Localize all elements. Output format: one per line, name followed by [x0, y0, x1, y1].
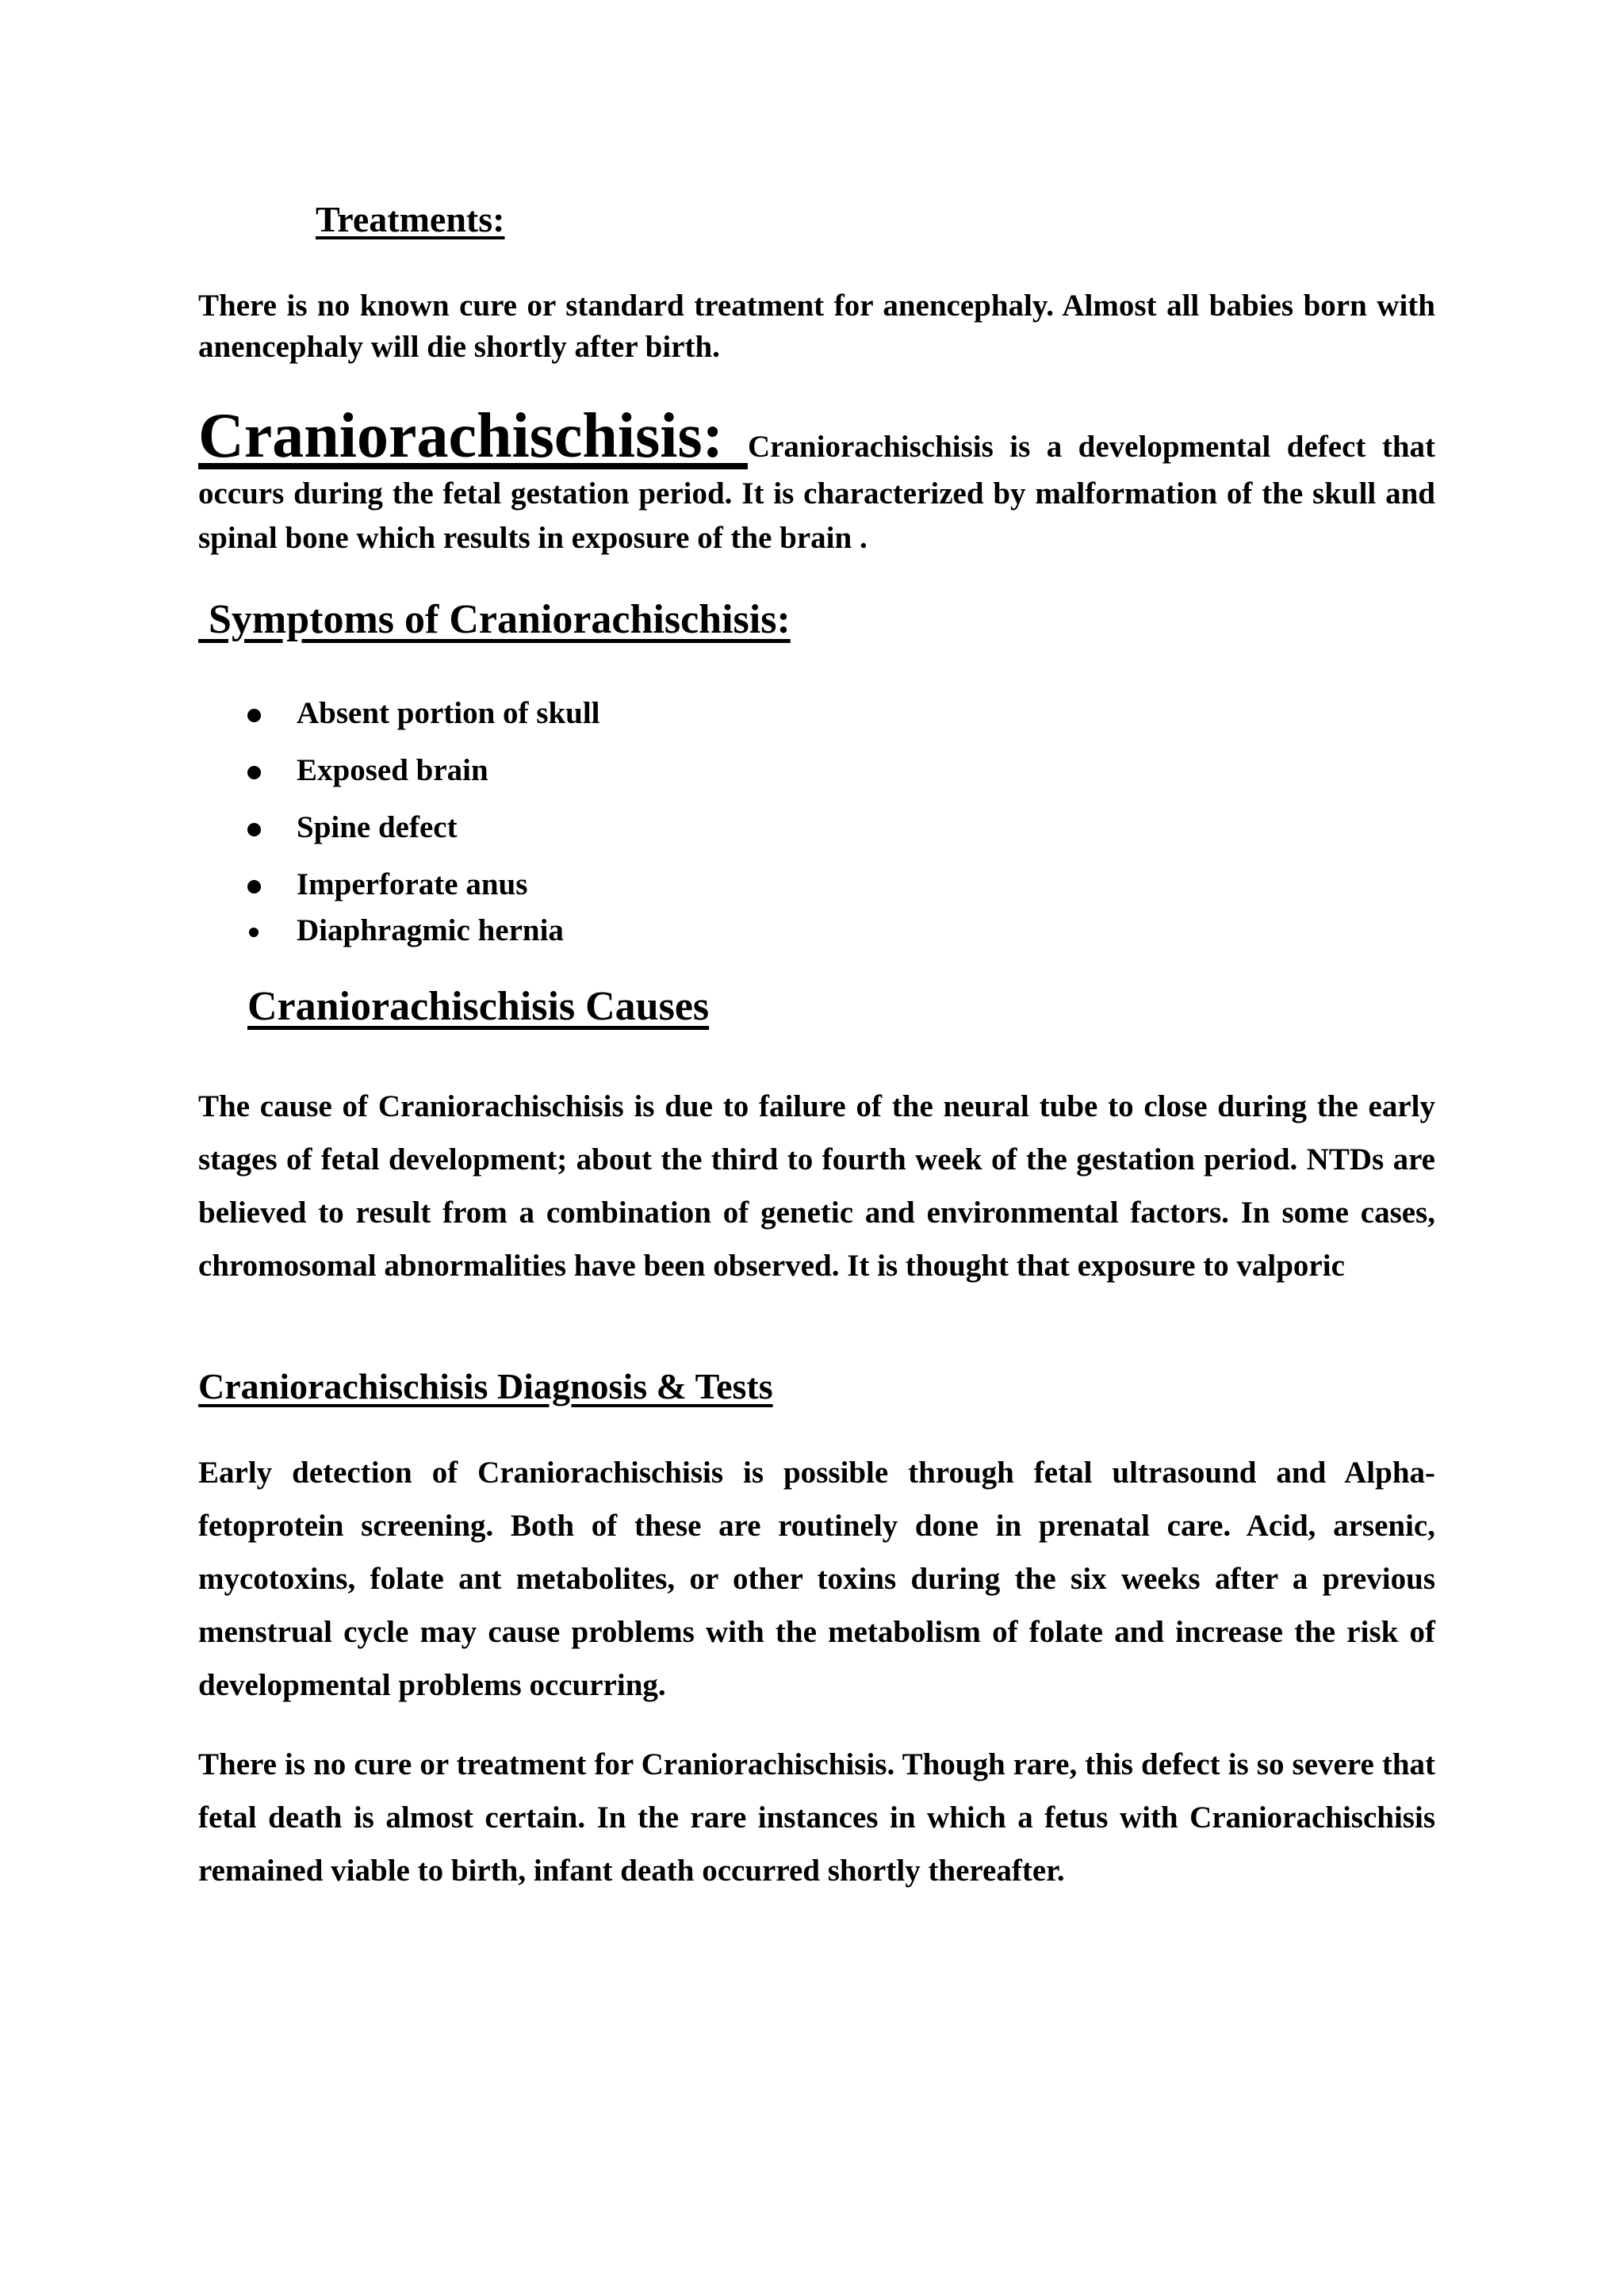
symptom-text: Spine defect — [297, 810, 458, 844]
list-item — [247, 690, 600, 747]
causes-paragraph: The cause of Craniorachischisis is due to failure of the neural tube to close during the early stages of fetal development; about the third to fourth week of the gestation period. NTDs are believed to result from a combination of genetic and environmental factors. In some cases, chromosomal abnormalities have been observed. It is thought that exposure to valporic — [198, 1089, 1435, 1283]
list-item — [247, 907, 600, 964]
symptom-text: Absent portion of skull — [297, 696, 600, 730]
list-item — [247, 747, 600, 804]
symptom-text: Diaphragmic hernia — [297, 913, 564, 947]
craniorachischisis-definition: Craniorachischisis is a developmental defect that occurs during the fetal gestation period. It is characterized by malformation of the skull and spinal bone which results in exposure of the brain . — [198, 430, 1435, 555]
bullet-icon — [247, 823, 261, 836]
craniorachischisis-intro — [198, 400, 1435, 561]
bullet-icon — [249, 928, 259, 937]
bullet-icon — [247, 709, 261, 722]
list-item — [247, 804, 600, 861]
symptom-text: Imperforate anus — [297, 867, 528, 901]
symptoms-list — [247, 690, 600, 964]
treatments-paragraph: There is no known cure or standard treatment for anencephaly. Almost all babies born with anencephaly will die shortly after birth. — [198, 289, 1435, 364]
treatments-heading: Treatments: — [316, 199, 505, 239]
symptom-text: Exposed brain — [297, 753, 488, 787]
causes-heading: Craniorachischisis Causes — [247, 984, 710, 1029]
cure-paragraph: There is no cure or treatment for Craniorachischisis. Though rare, this defect is so severe that fetal death is almost certain. In the rare instances in which a fetus with Craniorachischisis remained viable to birth, infant death occurred shortly thereafter. — [198, 1747, 1435, 1888]
craniorachischisis-title: Craniorachischisis: — [198, 401, 748, 471]
diagnosis-paragraph: Early detection of Craniorachischisis is possible through fetal ultrasound and Alpha-fetoprotein screening. Both of these are routinely done in prenatal care. Acid, arsenic, mycotoxins, folate ant metabolites, or other toxins during the six weeks after a previous menstrual cycle may cause problems with the metabolism of folate and increase the risk of developmental problems occurring. — [198, 1456, 1435, 1702]
diagnosis-heading: Craniorachischisis Diagnosis & Tests — [198, 1366, 773, 1406]
list-item — [247, 861, 600, 907]
bullet-icon — [247, 766, 261, 779]
bullet-icon — [247, 880, 261, 894]
symptoms-heading: Symptoms of Craniorachischisis: — [198, 597, 791, 642]
